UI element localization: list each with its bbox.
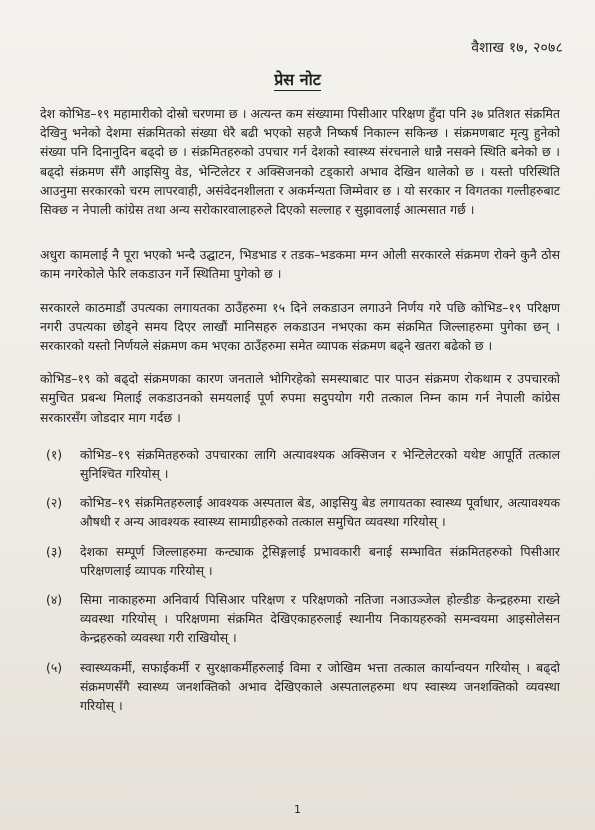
item-number: (३) [46,543,63,559]
item-number: (५) [46,659,63,675]
date: वैशाख १७, २०७८ [471,40,563,56]
demand-list [40,445,560,715]
item-text: कोभिड–१९ संक्रमितहरुको उपचारका लागि अत्यावश्यक अक्सिजन र भेन्टिलेटरको यथेष्ट आपूर्ति तत्काल सुनिश्चित गरियोस् । [80,446,560,482]
list-item [40,658,560,716]
item-number: (१) [46,446,63,462]
item-text: कोभिड–१९ संक्रमितहरुलाई आवश्यक अस्पताल बेड, आइसियु बेड लगायतका स्वास्थ्य पूर्वाधार, अत्यावश्यक औषधी र अन्य आवश्यक स्वास्थ्य सामाग्रीहरुको तत्काल समुचित व्यवस्था गरियोस् । [80,495,560,530]
item-text: सिमा नाकाहरुमा अनिवार्य पिसिआर परिक्षण र परिक्षणको नतिजा नआउञ्जेल होल्डीङ केन्द्रहरुमा राख्ने व्यवस्था गरियोस् । परिक्षणमा संक्रमित देखिएकाहरुलाई स्थानीय निकायहरुको समन्वयमा आइसोलेसन केन्द्रहरुको व्यवस्था गरी राखियोस् । [80,592,560,646]
item-number: (४) [46,592,63,608]
list-item [40,445,560,483]
paragraph-1: देश कोभिड–१९ महामारीको दोस्रो चरणमा छ । अत्यन्त कम संख्यामा पिसीआर परिक्षण हुँदा पनि ३७ प्रतिशत संक्रमित देखिनु भनेको देशमा संक्रमितको संख्या धेरै बढी भएको सहजै निष्कर्ष निकाल्न सकिन्छ । संक्रमणबाट मृत्यु हुनेको संख्या पनि दिनानुदिन बढ्दो छ । संक्रमितहरुको उपचार गर्न देशको स्वास्थ्य संरचनाले धान्नै नसक्ने स्थिति बनेको छ । बढ्दो संक्रमण सँगै आइसियु वेड, भेन्टिलेटर र अक्सिजनको टड्कारो अभाव देखिन थालेको छ । यस्तो परिस्थिति आउनुमा सरकारको चरम लापरवाही, असंवेदनशीलता र अकर्मन्यता जिम्मेवार छ । यो सरकार न विगतका गल्तीहरुबाट सिक्छ न नेपाली कांग्रेस तथा अन्य सरोकारवालाहरुले दिएको सल्लाह र सुझावलाई आत्मसात गर्छ । [40,106,560,218]
page-title [0,68,595,90]
item-text: देशका सम्पूर्ण जिल्लाहरुमा कन्ट्याक ट्रेसिङ्गलाई प्रभावकारी बनाई सम्भावित संक्रमितहरुको पिसीआर परिक्षणलाई व्यापक गरियोस् । [80,543,560,578]
document-body [40,104,560,725]
page-number: 1 [294,803,301,816]
item-text: स्वास्थ्यकर्मी, सफाईकर्मी र सुरक्षाकर्मीहरुलाई विमा र जोखिम भत्ता तत्काल कार्यान्वयन गरियोस् । बढ्दो संक्रमणसँगै स्वास्थ्य जनशक्तिको अभाव देखिएकाले अस्पतालहरुमा थप स्वास्थ्य जनशक्तिको व्यवस्था गरियोस् । [80,659,560,714]
list-item [40,542,560,580]
title-text: प्रेस नोट [274,70,321,89]
paragraph-2: अधुरा कामलाई नै पूरा भएको भन्दै उद्घाटन, भिडभाड र तडक–भडकमा मग्न ओली सरकारले संक्रमण रोक्ने कुनै ठोस काम नगरेकोले फेरि लकडाउन गर्ने स्थितिमा पुगेको छ । [40,247,560,282]
paragraph-4: कोभिड–१९ को बढ्दो संक्रमणका कारण जनताले भोगिरहेको समस्याबाट पार पाउन संक्रमण रोकथाम र उपचारको समुचित प्रबन्ध मिलाई लकडाउनको समयलाई पूर्ण रुपमा सदुपयोग गरी तत्काल निम्न काम गर्न नेपाली कांग्रेस सरकारसँग जोडदार माग गर्दछ । [40,371,560,425]
paragraph-3: सरकारले काठमाडौं उपत्यका लगायतका ठाउँहरुमा १५ दिने लकडाउन लगाउने निर्णय गरे पछि कोभिड–१९ परिक्षण नगरी उपत्यका छोड्ने समय दिएर लाखौं मानिसहरु लकडाउन नभएका कम संक्रमित जिल्लाहरुमा पुगेका छन् । सरकारको यस्तो निर्णयले संक्रमण कम भएका ठाउँहरुमा समेत व्यापक संक्रमण बढ्ने खतरा बढेको छ । [40,299,560,354]
list-item [40,493,560,531]
list-item [40,590,560,648]
item-number: (२) [46,495,63,511]
